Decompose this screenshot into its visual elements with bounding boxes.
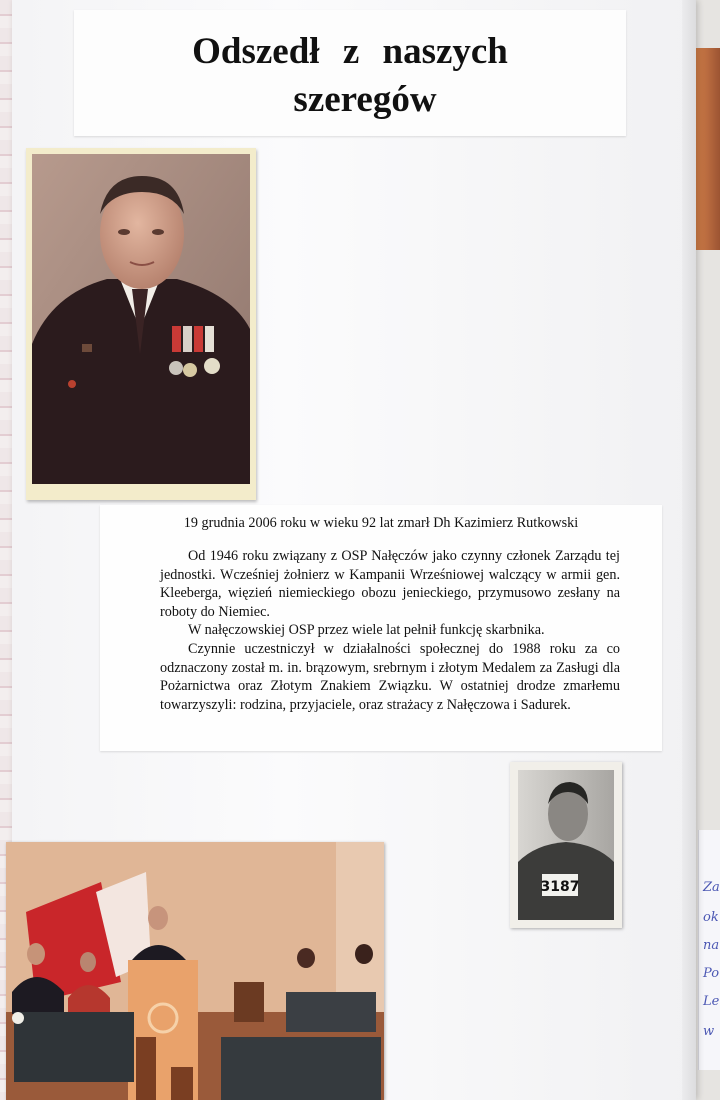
handwritten-word: na <box>703 938 720 953</box>
page-fold <box>682 0 696 1100</box>
portrait-photo <box>26 148 256 500</box>
obituary-paragraph: W nałęczowskiej OSP przez wiele lat pełnił funkcję skarbnika. <box>188 622 545 639</box>
handwritten-word: Le <box>703 994 720 1009</box>
prisoner-photo <box>510 762 622 928</box>
group-meeting-photo <box>6 842 384 1100</box>
portrait-image <box>32 154 250 484</box>
handwritten-word: w <box>703 1024 715 1039</box>
handwritten-word: ok <box>703 910 719 925</box>
obituary-heading: 19 grudnia 2006 roku w wieku 92 lat zmarł Dh Kazimierz Rutkowski <box>183 515 579 531</box>
prisoner-image <box>518 770 614 920</box>
adjacent-handwritten-note <box>698 830 720 1070</box>
obituary-card <box>100 505 662 751</box>
handwritten-word: Za <box>703 880 720 895</box>
page-title-line-2: szeregów <box>293 79 437 120</box>
page-title-line-1: Odszedł z naszych <box>192 31 508 72</box>
prisoner-number-tag: 3187 <box>540 879 580 895</box>
obituary-paragraph: Czynnie uczestniczył w działalności społecznej do 1988 roku za co odznaczony został m. in. brązowym, srebrnym i złotym Medalem za Zasługi dla Pożarnictwa oraz Złotym Znakiem Związku. W ostatniej drodze zmarłemu towarzyszyli: rodzina, przyjaciele, oraz strażacy z Nałęczowa i Sadurek. <box>160 640 620 713</box>
title-card <box>74 10 626 136</box>
handwritten-word: Po <box>703 966 720 981</box>
obituary-body <box>160 547 620 714</box>
page-title <box>74 28 626 124</box>
obituary-paragraph: Od 1946 roku związany z OSP Nałęczów jako czynny członek Zarządu tej jednostki. Wcześniej żołnierz w Kampanii Wrześniowej walczący w armii gen. Kleeberga, więzień niemieckiego obozu jenieckiego, przymusowo zesłany na roboty do Niemiec. <box>160 548 620 620</box>
